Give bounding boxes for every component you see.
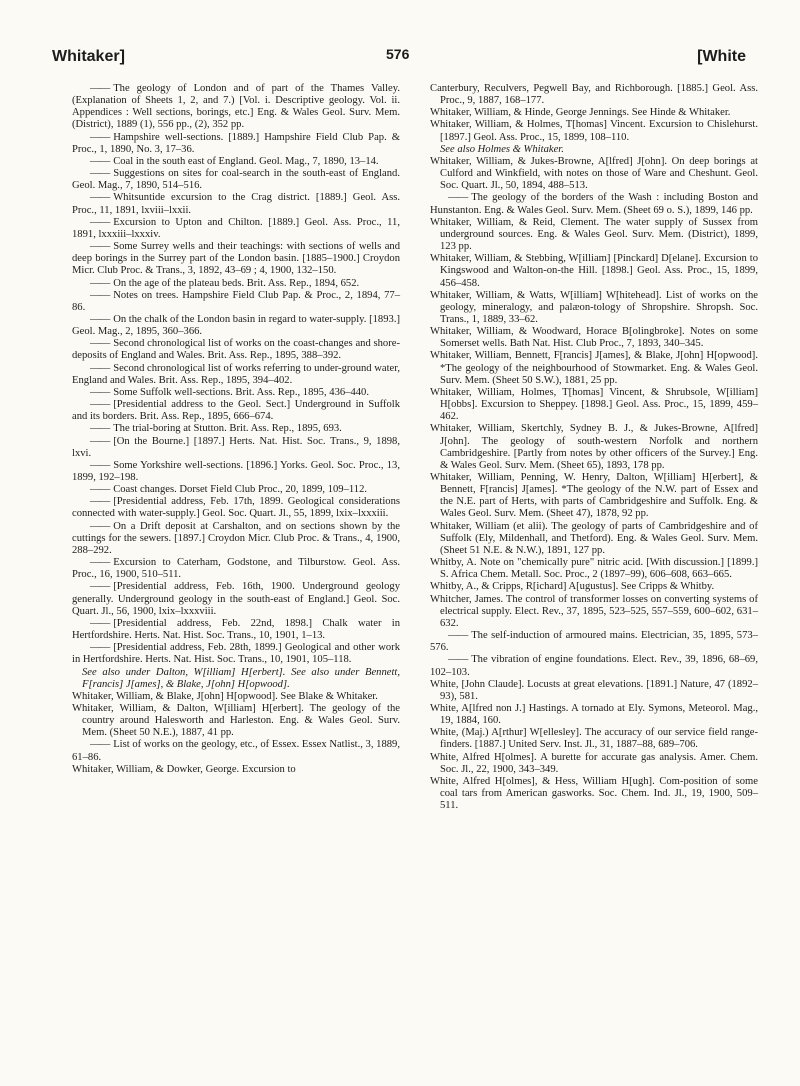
bibliography-entry: Whitaker, William, & Holmes, T[homas] Vincent. Excursion to Chislehurst. [1897.] Geol. Ass. Proc., 15, 1899, 108–110. [430,119,758,143]
bibliography-sub-entry: —— [Presidential address to the Geol. Sect.] Underground in Suffolk and its borders. Brit. Ass. Rep., 1895, 666–674. [72,399,400,423]
header-right-catchword: [White [697,48,746,65]
bibliography-entry: Whitaker, William, & Watts, W[illiam] W[hitehead]. List of works on the geology, mineralogy, and palæon-tology of Shropshire. Shropsh. Soc. Trans., 1, 1889, 33–62. [430,289,758,325]
page-header [0,48,800,68]
bibliography-sub-entry: —— Excursion to Upton and Chilton. [1889.] Geol. Ass. Proc., 11, 1891, lxxxiii–lxxxiv. [72,217,400,241]
cross-reference: See also under Dalton, W[illiam] H[erbert]. See also under Bennett, F[rancis] J[ames], & Blake, J[ohn] H[opwood]. [82,666,400,690]
cross-reference: See also Holmes & Whitaker. [440,143,564,155]
bibliography-entry: Whitaker, William, Skertchly, Sydney B. J., & Jukes-Browne, A[lfred] J[ohn]. The geology of south-western Norfolk and northern Cambridgeshire. [Partly from notes by other officers of the Survey.] Eng. & Wales Geol. Surv. Mem. (Sheet 65), 1893, 178 pp. [430,423,758,471]
bibliography-sub-entry: —— [Presidential address, Feb. 16th, 1900. Underground geology generally. Underground geology in the south-east of England.] Geol. Soc. Quart. Jl., 56, 1900, lxix–lxxxviii. [72,581,400,617]
bibliography-entry: Whitby, A., & Cripps, R[ichard] A[ugustus]. See Cripps & Whitby. [430,581,715,593]
bibliography-sub-entry: —— Whitsuntide excursion to the Crag district. [1889.] Geol. Ass. Proc., 11, 1891, lxviii–lxxii. [72,192,400,216]
bibliography-entry: White, Alfred H[olmes]. A burette for accurate gas analysis. Amer. Chem. Soc. Jl., 22, 1900, 343–349. [430,751,758,775]
bibliography-entry: Whitby, A. Note on "chemically pure" nitric acid. [With discussion.] [1899.] S. Africa Chem. Metall. Soc. Proc., 2 (1897–99), 606–608, 663–665. [430,557,758,581]
bibliography-sub-entry: —— The geology of London and of part of the Thames Valley. (Explanation of Sheets 1, 2, and 7.) [Vol. i. Descriptive geology. Vol. ii. Appendices : Well sections, borings, etc.] Eng. & Wales Geol. Surv. Mem. (District), 1889 (1), 556 pp., (2), 352 pp. [72,83,400,132]
bibliography-entry: White, (Maj.) A[rthur] W[ellesley]. The accuracy of our service field range-finders. [1887.] United Serv. Inst. Jl., 31, 1887–88, 689–706. [430,727,758,751]
bibliography-sub-entry: —— The geology of the borders of the Wash : including Boston and Hunstanton. Eng. & Wales Geol. Surv. Mem. (Sheet 69 o. S.), 1899, 146 pp. [430,192,758,216]
bibliography-sub-entry: —— Coal in the south east of England. Geol. Mag., 7, 1890, 13–14. [72,156,400,168]
bibliography-sub-entry: —— Hampshire well-sections. [1889.] Hampshire Field Club Pap. & Proc., 1, 1890, No. 3, 17–36. [72,132,400,156]
bibliography-sub-entry: —— On the chalk of the London basin in regard to water-supply. [1893.] Geol. Mag., 2, 1895, 360–366. [72,314,400,338]
bibliography-sub-entry: —— The trial-boring at Stutton. Brit. Ass. Rep., 1895, 693. [72,423,400,435]
left-column [72,83,400,776]
header-left-catchword: Whitaker] [52,48,125,65]
bibliography-sub-entry: —— [On the Bourne.] [1897.] Herts. Nat. Hist. Soc. Trans., 9, 1898, lxvi. [72,436,400,460]
bibliography-entry: Whitaker, William, Bennett, F[rancis] J[ames], & Blake, J[ohn] H[opwood]. *The geology of the neighbourhood of Stowmarket. Eng. & Wales Geol. Surv. Mem. (Sheet 50 S.W.), 1881, 25 pp. [430,350,758,386]
bibliography-entry: Whitaker, William, & Dowker, George. Excursion to [72,763,296,775]
bibliography-entry: Whitaker, William, & Blake, J[ohn] H[opwood]. See Blake & Whitaker. [72,690,378,702]
bibliography-sub-entry: —— List of works on the geology, etc., of Essex. Essex Natlist., 3, 1889, 61–86. [72,739,400,763]
bibliography-entry: Whitaker, William, Holmes, T[homas] Vincent, & Shrubsole, W[illiam] H[obbs]. Excursion to Sheppey. [1898.] Geol. Ass. Proc., 15, 1899, 459–462. [430,386,758,423]
bibliography-entry: Whitaker, William, & Woodward, Horace B[olingbroke]. Notes on some Somerset wells. Bath Nat. Hist. Club Proc., 7, 1893, 340–345. [430,326,758,350]
bibliography-sub-entry: —— Second chronological list of works on the coast-changes and shore-deposits of England and Wales. Brit. Ass. Rep., 1895, 388–392. [72,338,400,362]
bibliography-entry: Whitaker, William, & Dalton, W[illiam] H[erbert]. The geology of the country around Halesworth and Harleston. Eng. & Wales Geol. Surv. Mem. (Sheet 50 N.E.), 1887, 41 pp. [72,702,400,739]
bibliography-sub-entry: —— Some Surrey wells and their teachings: with sections of wells and deep borings in the Surrey part of the London basin. [1885–1900.] Croydon Micr. Club Proc. & Trans., 3, 1892, 43–69 ; 4, 1900, 132–150. [72,241,400,277]
bibliography-sub-entry: —— Suggestions on sites for coal-search in the south-east of England. Geol. Mag., 7, 1890, 514–516. [72,168,400,192]
bibliography-entry: White, A[lfred non J.] Hastings. A tornado at Ely. Symons, Meteorol. Mag., 19, 1884, 160. [430,702,758,727]
page-number: 576 [386,46,410,62]
bibliography-sub-entry: —— [Presidential address, Feb. 17th, 1899. Geological considerations connected with water-supply.] Geol. Soc. Quart. Jl., 55, 1899, lxix–lxxxiii. [72,496,400,520]
bibliography-sub-entry: —— Some Suffolk well-sections. Brit. Ass. Rep., 1895, 436–440. [72,387,400,399]
bibliography-sub-entry: —— Notes on trees. Hampshire Field Club Pap. & Proc., 2, 1894, 77–86. [72,290,400,314]
bibliography-entry: White, Alfred H[olmes], & Hess, William H[ugh]. Com-position of some coal tars from American gasworks. Soc. Chem. Ind. Jl., 19, 1900, 509–511. [430,775,758,812]
bibliography-sub-entry: —— Some Yorkshire well-sections. [1896.] Yorks. Geol. Soc. Proc., 13, 1899, 192–198. [72,460,400,484]
bibliography-entry: Whitaker, William, Penning, W. Henry, Dalton, W[illiam] H[erbert], & Bennett, F[rancis] J[ames]. *The geology of the N.W. part of Essex and the N.E. part of Herts, with parts of Cambridgeshire and Suffolk. Eng. & Wales Geol. Surv. Mem. (Sheet 47), 1878, 92 pp. [430,472,758,520]
bibliography-sub-entry: —— The vibration of engine foundations. Elect. Rev., 39, 1896, 68–69, 102–103. [430,654,758,678]
bibliography-sub-entry: —— On a Drift deposit at Carshalton, and on sections shown by the cuttings for the sewers. [1897.] Croydon Micr. Club Proc. & Trans., 4, 1900, 288–292. [72,521,400,557]
bibliography-entry: Whitaker, William (et alii). The geology of parts of Cambridgeshire and of Suffolk (Ely, Mildenhall, and Thetford). Eng. & Wales Geol. Surv. Mem. (Sheet 51 N.E. & N.W.), 1891, 127 pp. [430,520,758,556]
right-column [430,83,758,812]
bibliography-entry: Whitaker, William, & Stebbing, W[illiam] [Pinckard] D[elane]. Excursion to Kingswood and Walton-on-the Hill. [1898.] Geol. Ass. Proc., 15, 1899, 456–458. [430,253,758,289]
bibliography-entry: Whitaker, William, & Hinde, George Jennings. See Hinde & Whitaker. [430,107,731,119]
bibliography-sub-entry: —— [Presidential address, Feb. 22nd, 1898.] Chalk water in Hertfordshire. Herts. Nat. Hist. Soc. Trans., 10, 1901, 1–13. [72,618,400,642]
bibliography-sub-entry: —— The self-induction of armoured mains. Electrician, 35, 1895, 573–576. [430,630,758,654]
bibliography-sub-entry: —— On the age of the plateau beds. Brit. Ass. Rep., 1894, 652. [72,278,400,290]
bibliography-entry: Whitaker, William, & Jukes-Browne, A[lfred] J[ohn]. On deep borings at Culford and Winkfield, with notes on those of Ware and Cheshunt. Geol. Soc. Quart. Jl., 50, 1894, 488–513. [430,155,758,192]
bibliography-entry: Canterbury, Reculvers, Pegwell Bay, and Richborough. [1885.] Geol. Ass. Proc., 9, 1887, 168–177. [430,83,758,107]
bibliography-sub-entry: —— [Presidential address, Feb. 28th, 1899.] Geological and other work in Hertfordshire. Herts. Nat. Hist. Soc. Trans., 10, 1901, 105–118. [72,642,400,666]
bibliography-entry: Whitaker, William, & Reid, Clement. The water supply of Sussex from underground sources. Eng. & Wales Geol. Surv. Mem. (District), 1899, 123 pp. [430,216,758,253]
bibliography-sub-entry: —— Coast changes. Dorset Field Club Proc., 20, 1899, 109–112. [72,484,400,496]
bibliography-sub-entry: —— Second chronological list of works referring to under-ground water, England and Wales. Brit. Ass. Rep., 1895, 394–402. [72,363,400,387]
bibliography-entry: White, [John Claude]. Locusts at great elevations. [1891.] Nature, 47 (1892–93), 581. [430,678,758,702]
bibliography-sub-entry: —— Excursion to Caterham, Godstone, and Tilburstow. Geol. Ass. Proc., 16, 1900, 510–511. [72,557,400,581]
bibliography-entry: Whitcher, James. The control of transformer losses on converting systems of electrical supply. Elect. Rev., 37, 1895, 523–525, 557–559, 600–602, 631–632. [430,593,758,629]
